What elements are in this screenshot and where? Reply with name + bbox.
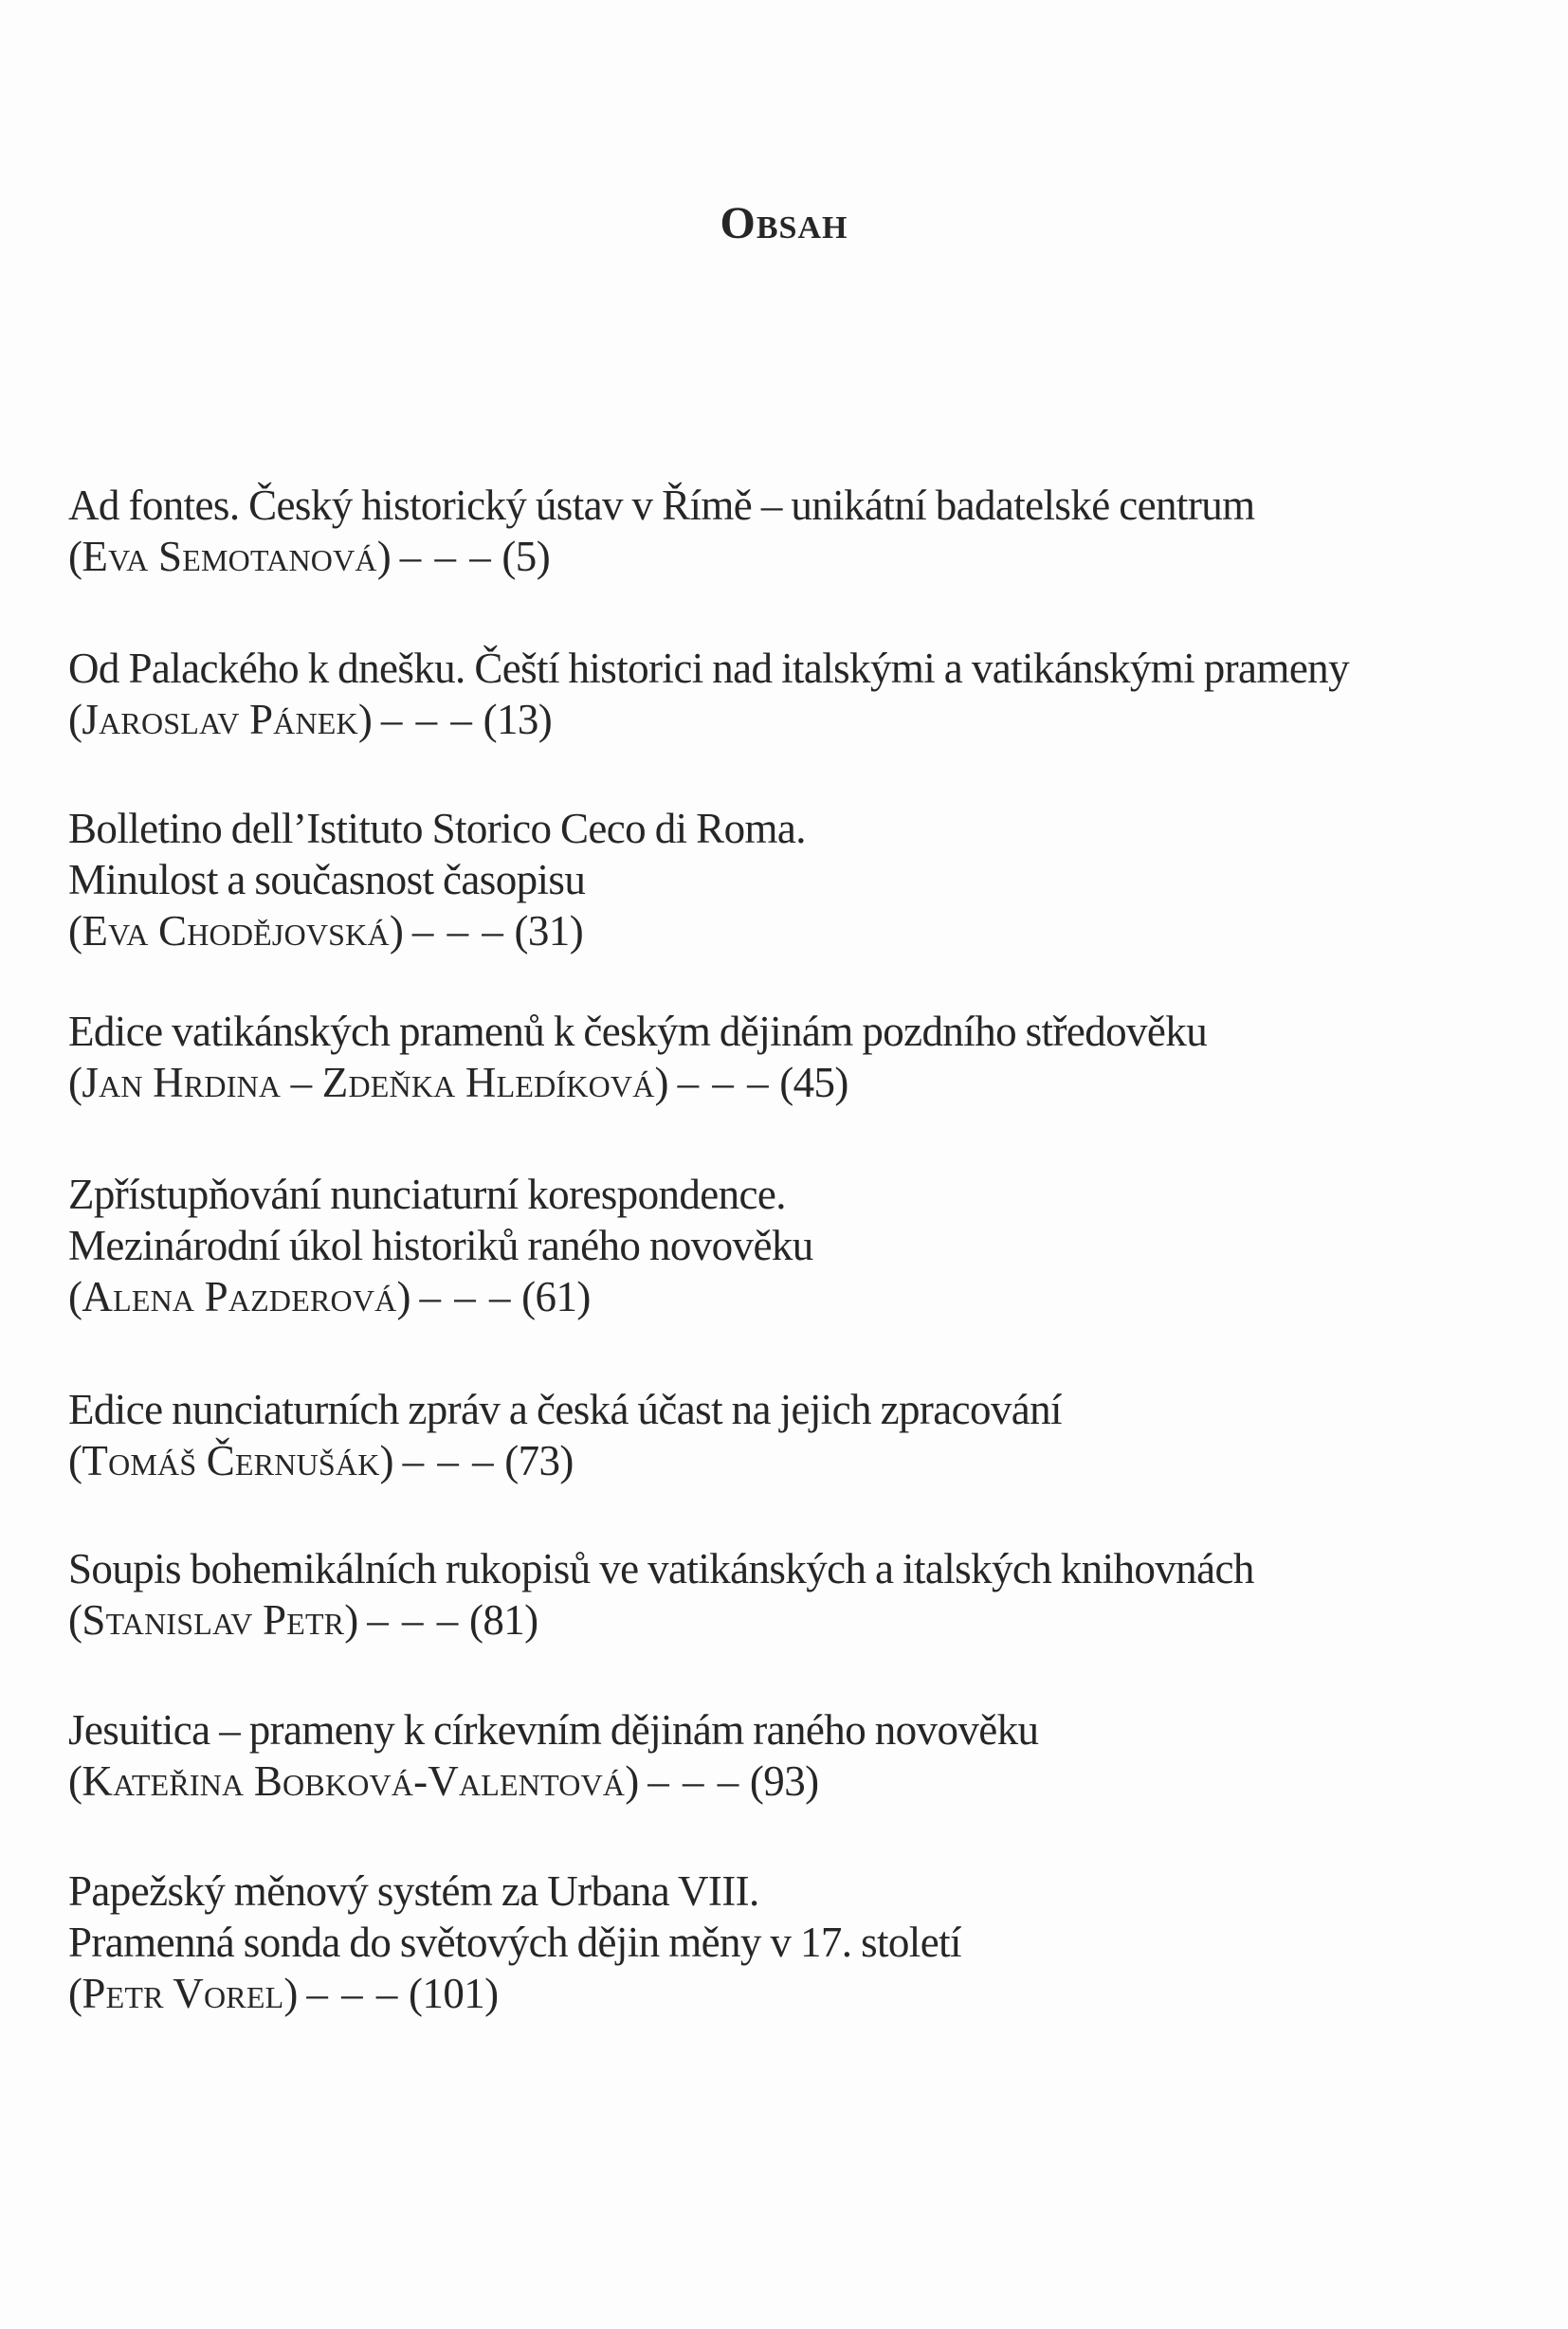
- entry-page-number: (101): [409, 1970, 499, 2017]
- entry-author-line: (Tomáš Černušák) – – – (73): [68, 1437, 574, 1484]
- entry-author: Stanislav Petr: [82, 1596, 345, 1644]
- entry-title-line: Jesuitica – prameny k církevním dějinám raného novověku: [68, 1706, 1039, 1754]
- entry-author: Kateřina Bobková-Valentová: [82, 1757, 626, 1805]
- entry-title-line: Edice vatikánských pramenů k českým dějinám pozdního středověku: [68, 1008, 1208, 1055]
- entry-title-line: Pramenná sonda do světových dějin měny v 17. století: [68, 1919, 961, 1966]
- entry-page-number: (5): [501, 533, 551, 580]
- toc-entry[interactable]: [68, 480, 1255, 582]
- entry-author-line: (Jaroslav Pánek) – – – (13): [68, 696, 553, 743]
- entry-author-line: (Alena Pazderová) – – – (61): [68, 1273, 591, 1320]
- entry-page-number: (45): [779, 1059, 848, 1106]
- entry-author: Jaroslav Pánek: [82, 696, 358, 743]
- entry-author-line: (Petr Vorel) – – – (101): [68, 1970, 499, 2017]
- entry-page-number: (73): [504, 1437, 574, 1484]
- toc-entry[interactable]: [68, 643, 1349, 745]
- page-title: Obsah: [720, 198, 848, 248]
- entry-author: Eva Semotanová: [82, 533, 377, 580]
- entry-author-line: (Stanislav Petr) – – – (81): [68, 1596, 538, 1644]
- entry-separator: – – –: [677, 1059, 771, 1106]
- toc-entry[interactable]: [68, 1006, 1207, 1108]
- entry-separator: – – –: [647, 1757, 741, 1805]
- entry-separator: – – –: [411, 907, 505, 955]
- entry-separator: – – –: [419, 1273, 513, 1320]
- entry-separator: – – –: [367, 1596, 461, 1644]
- entry-author: Alena Pazderová: [82, 1273, 397, 1320]
- entry-title-line: Zpřístupňování nunciaturní korespondence.: [68, 1171, 786, 1218]
- entry-title-line: Soupis bohemikálních rukopisů ve vatikánských a italských knihovnách: [68, 1545, 1254, 1592]
- entry-author: Petr Vorel: [82, 1970, 284, 2017]
- entry-separator: – – –: [306, 1970, 400, 2017]
- toc-entry[interactable]: [68, 1384, 1062, 1486]
- entry-page-number: (31): [514, 907, 584, 955]
- entry-page-number: (93): [749, 1757, 819, 1805]
- entry-page-number: (13): [483, 696, 553, 743]
- entry-title-line: Papežský měnový systém za Urbana VIII.: [68, 1867, 759, 1915]
- entry-separator: – – –: [402, 1437, 496, 1484]
- toc-entry[interactable]: [68, 1865, 961, 2019]
- entry-author-line: (Jan Hrdina – Zdeňka Hledíková) – – – (45): [68, 1059, 848, 1106]
- entry-author-line: (Eva Semotanová) – – – (5): [68, 533, 551, 580]
- toc-entry[interactable]: [68, 1704, 1038, 1807]
- entry-title-line: Minulost a současnost časopisu: [68, 856, 586, 903]
- entry-title-line: Bolletino dell’Istituto Storico Ceco di Roma.: [68, 805, 806, 852]
- entry-author: Jan Hrdina – Zdeňka Hledíková: [82, 1059, 655, 1106]
- entry-author-line: (Eva Chodějovská) – – – (31): [68, 907, 584, 955]
- entry-title-line: Ad fontes. Český historický ústav v Římě – unikátní badatelské centrum: [68, 482, 1255, 529]
- entry-author: Eva Chodějovská: [82, 907, 390, 955]
- toc-entry[interactable]: [68, 1169, 813, 1322]
- entry-page-number: (61): [521, 1273, 591, 1320]
- entry-separator: – – –: [399, 533, 493, 580]
- entry-title-line: Edice nunciaturních zpráv a česká účast na jejich zpracování: [68, 1386, 1062, 1433]
- entry-title-line: Mezinárodní úkol historiků raného novověku: [68, 1222, 813, 1269]
- entry-page-number: (81): [468, 1596, 538, 1644]
- entry-author: Tomáš Černušák: [82, 1437, 380, 1484]
- entry-author-line: (Kateřina Bobková-Valentová) – – – (93): [68, 1757, 819, 1805]
- entry-title-line: Od Palackého k dnešku. Čeští historici nad italskými a vatikánskými prameny: [68, 645, 1349, 692]
- toc-entry[interactable]: [68, 803, 806, 956]
- entry-separator: – – –: [380, 696, 474, 743]
- toc-entry[interactable]: [68, 1543, 1254, 1646]
